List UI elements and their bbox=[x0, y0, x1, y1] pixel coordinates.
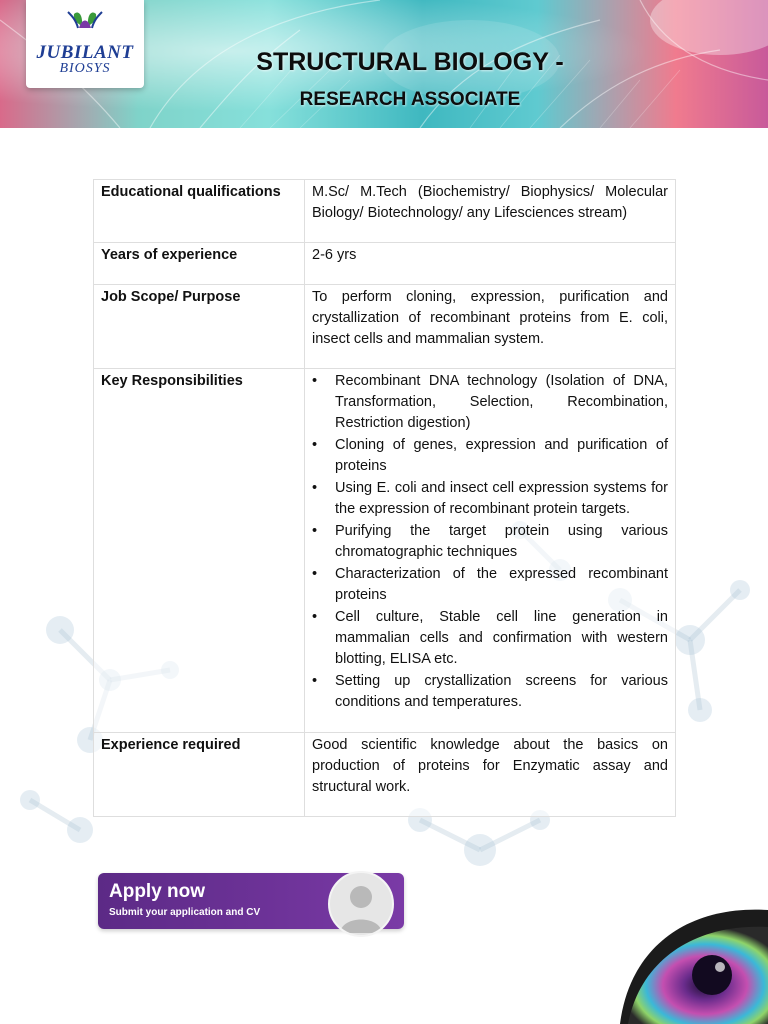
apply-now-button[interactable] bbox=[98, 873, 404, 929]
person-icon bbox=[330, 873, 392, 935]
row-value: 2-6 yrs bbox=[305, 243, 676, 285]
avatar bbox=[328, 871, 394, 937]
row-value: Good scientific knowledge about the basics on production of proteins for Enzymatic assay and structural work. bbox=[305, 733, 676, 817]
page-title: STRUCTURAL BIOLOGY - bbox=[256, 48, 564, 76]
row-value: To perform cloning, expression, purification and crystallization of recombinant proteins from E. coli, insect cells and mammalian system. bbox=[305, 285, 676, 369]
list-item: • Cell culture, Stable cell line generation in mammalian cells and confirmation with western blotting, ELISA etc. bbox=[335, 607, 668, 670]
row-label: Experience required bbox=[94, 733, 305, 817]
page-subtitle: RESEARCH ASSOCIATE bbox=[299, 89, 521, 110]
apply-now-label: Apply now bbox=[109, 881, 206, 902]
list-item: • Using E. coli and insect cell expression systems for the expression of recombinant protein targets. bbox=[335, 478, 668, 520]
list-item: • Cloning of genes, expression and purification of proteins bbox=[335, 435, 668, 477]
table-row bbox=[94, 180, 676, 243]
row-label: Years of experience bbox=[94, 243, 305, 285]
table-row bbox=[94, 733, 676, 817]
table-row bbox=[94, 285, 676, 369]
list-item: • Setting up crystallization screens for various conditions and temperatures. bbox=[335, 671, 668, 713]
row-label: Educational qualifications bbox=[94, 180, 305, 243]
responsibilities-cell bbox=[305, 369, 676, 733]
row-label: Key Responsibilities bbox=[94, 369, 305, 733]
header-banner bbox=[0, 0, 768, 128]
logo-leaf-icon bbox=[26, 0, 144, 44]
row-value: M.Sc/ M.Tech (Biochemistry/ Biophysics/ Molecular Biology/ Biotechnology/ any Lifesciences stream) bbox=[305, 180, 676, 243]
responsibilities-list bbox=[312, 371, 668, 713]
apply-now-sublabel: Submit your application and CV bbox=[109, 907, 261, 918]
row-label: Job Scope/ Purpose bbox=[94, 285, 305, 369]
logo-text-line1: JUBILANT bbox=[36, 42, 134, 63]
table-row bbox=[94, 369, 676, 733]
list-item: • Recombinant DNA technology (Isolation of DNA, Transformation, Selection, Recombination, Restriction digestion) bbox=[335, 371, 668, 434]
eye-decorative-image bbox=[620, 905, 768, 1024]
table-row bbox=[94, 243, 676, 285]
company-logo bbox=[26, 0, 144, 88]
list-item: • Characterization of the expressed recombinant proteins bbox=[335, 564, 668, 606]
logo-text-line2: BIOSYS bbox=[59, 61, 111, 76]
job-details-table bbox=[93, 179, 676, 817]
list-item: • Purifying the target protein using various chromatographic techniques bbox=[335, 521, 668, 563]
